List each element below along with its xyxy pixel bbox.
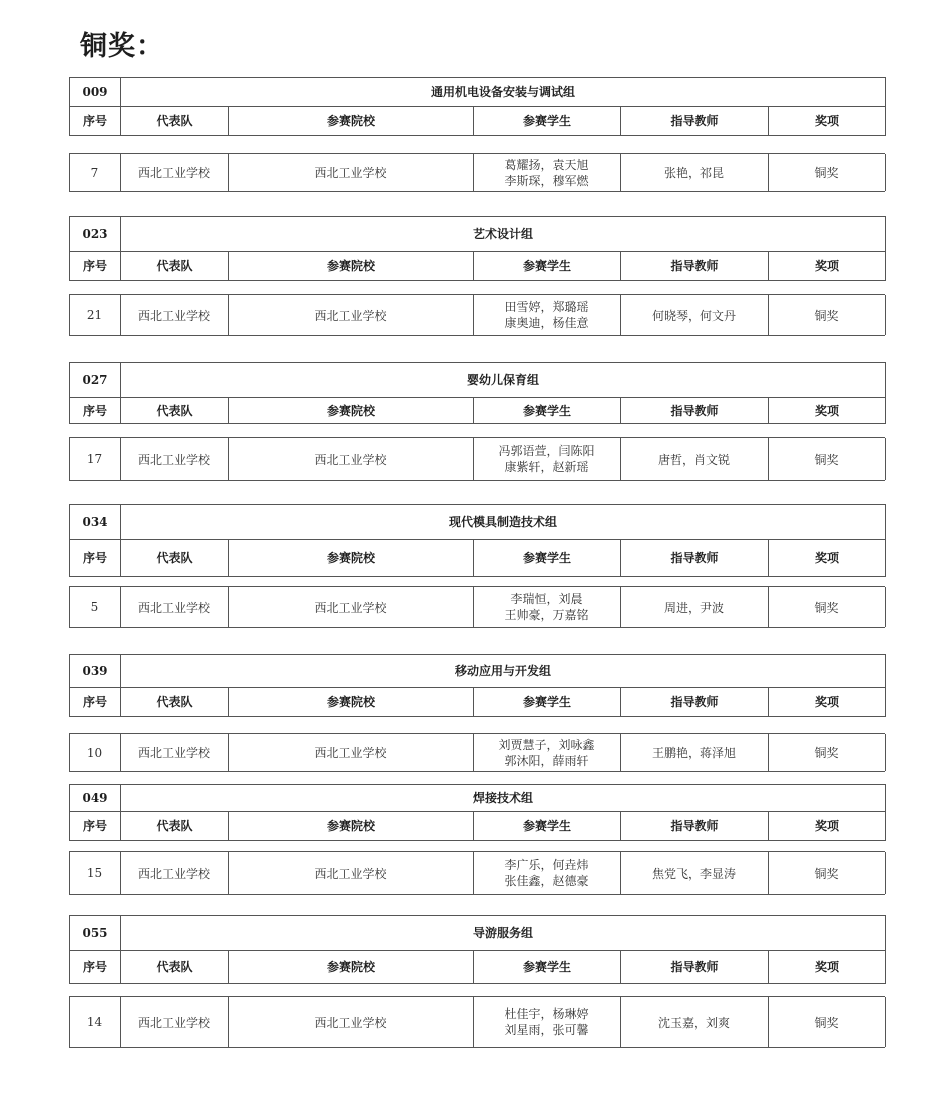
group-header-table xyxy=(69,216,886,281)
column-divider xyxy=(620,734,621,771)
teacher-names: 张艳，祁昆 xyxy=(663,166,724,180)
student-line: 田雪婷，郑璐瑶 xyxy=(504,300,589,314)
header-award: 奖项 xyxy=(769,398,886,424)
header-number: 序号 xyxy=(70,107,121,136)
column-divider xyxy=(228,154,229,191)
row-number: 5 xyxy=(90,600,99,614)
column-divider xyxy=(885,438,886,480)
column-divider xyxy=(69,438,70,480)
student-line: 郭沐阳，薛雨轩 xyxy=(504,753,589,768)
column-divider xyxy=(228,587,229,627)
column-divider xyxy=(69,295,70,335)
student-names xyxy=(473,438,620,480)
column-divider xyxy=(120,587,121,627)
award-group-block xyxy=(69,504,885,626)
team-name: 西北工业学校 xyxy=(137,1015,210,1030)
student-line: 杜佳宇，杨琳婷 xyxy=(504,1007,589,1021)
header-school: 参赛院校 xyxy=(229,540,474,577)
award-level: 铜奖 xyxy=(814,308,839,323)
student-names xyxy=(473,587,620,627)
header-school: 参赛院校 xyxy=(229,107,474,136)
award-level: 铜奖 xyxy=(814,600,839,615)
group-name: 导游服务组 xyxy=(121,916,886,951)
header-students: 参赛学生 xyxy=(474,951,621,984)
group-code: 023 xyxy=(70,217,121,252)
header-students: 参赛学生 xyxy=(474,540,621,577)
group-header-table xyxy=(69,362,886,424)
column-divider xyxy=(620,154,621,191)
award-level: 铜奖 xyxy=(814,746,839,760)
column-divider xyxy=(228,295,229,335)
group-name: 移动应用与开发组 xyxy=(121,655,886,688)
team-name: 西北工业学校 xyxy=(137,452,210,467)
team-name: 西北工业学校 xyxy=(137,308,210,323)
teacher-names: 何晓琴，何文丹 xyxy=(651,308,736,323)
group-code: 027 xyxy=(70,363,121,398)
student-names xyxy=(473,997,620,1047)
student-line: 冯郭语萱，闫陈阳 xyxy=(498,444,595,458)
group-header-table xyxy=(69,915,886,984)
column-divider xyxy=(620,295,621,335)
header-team: 代表队 xyxy=(121,688,229,717)
column-divider xyxy=(69,154,70,191)
column-divider xyxy=(473,852,474,894)
table-row xyxy=(69,437,885,481)
group-code: 034 xyxy=(70,505,121,540)
student-names xyxy=(473,852,620,894)
student-line: 康奥迪，杨佳意 xyxy=(504,316,589,330)
school-name: 西北工业学校 xyxy=(314,746,387,760)
column-divider xyxy=(768,587,769,627)
header-team: 代表队 xyxy=(121,107,229,136)
award-group-block xyxy=(69,915,885,1046)
header-students: 参赛学生 xyxy=(474,398,621,424)
column-divider xyxy=(885,734,886,771)
column-divider xyxy=(768,852,769,894)
header-number: 序号 xyxy=(70,688,121,717)
student-line: 康紫轩，赵新瑶 xyxy=(504,460,589,474)
column-divider xyxy=(69,852,70,894)
teacher-names: 王鹏艳，蒋泽旭 xyxy=(651,746,736,760)
teacher-names: 沈玉嘉，刘爽 xyxy=(657,1015,730,1030)
column-divider xyxy=(120,295,121,335)
header-number: 序号 xyxy=(70,540,121,577)
group-header-table xyxy=(69,784,886,841)
student-line: 刘贾慧子，刘咏鑫 xyxy=(498,737,595,752)
table-row xyxy=(69,996,885,1048)
column-divider xyxy=(69,997,70,1047)
team-name: 西北工业学校 xyxy=(137,746,210,760)
column-divider xyxy=(768,154,769,191)
team-name: 西北工业学校 xyxy=(137,866,210,881)
award-group-block xyxy=(69,784,885,893)
school-name: 西北工业学校 xyxy=(314,1015,387,1030)
group-name: 通用机电设备安装与调试组 xyxy=(121,78,886,107)
header-award: 奖项 xyxy=(769,540,886,577)
student-names xyxy=(473,734,620,771)
student-line: 刘星雨，张可馨 xyxy=(504,1023,589,1037)
column-divider xyxy=(620,852,621,894)
header-teachers: 指导教师 xyxy=(621,252,769,281)
header-school: 参赛院校 xyxy=(229,951,474,984)
column-divider xyxy=(120,997,121,1047)
column-divider xyxy=(473,734,474,771)
column-divider xyxy=(620,438,621,480)
row-number: 15 xyxy=(86,866,103,880)
award-level: 铜奖 xyxy=(814,1015,839,1030)
row-number: 14 xyxy=(86,1015,103,1029)
group-code: 049 xyxy=(70,785,121,812)
column-divider xyxy=(228,852,229,894)
header-school: 参赛院校 xyxy=(229,688,474,717)
column-divider xyxy=(120,852,121,894)
table-row xyxy=(69,733,885,772)
column-divider xyxy=(768,295,769,335)
column-divider xyxy=(768,734,769,771)
group-code: 009 xyxy=(70,78,121,107)
award-group-block xyxy=(69,362,885,479)
header-students: 参赛学生 xyxy=(474,107,621,136)
column-divider xyxy=(69,734,70,771)
student-line: 王帅豪，万嘉铭 xyxy=(504,608,589,622)
table-row xyxy=(69,294,885,336)
header-award: 奖项 xyxy=(769,951,886,984)
school-name: 西北工业学校 xyxy=(314,308,387,323)
table-row xyxy=(69,586,885,628)
column-divider xyxy=(885,587,886,627)
column-divider xyxy=(885,997,886,1047)
column-divider xyxy=(620,997,621,1047)
award-group-block xyxy=(69,654,885,770)
header-school: 参赛院校 xyxy=(229,252,474,281)
column-divider xyxy=(885,852,886,894)
header-students: 参赛学生 xyxy=(474,252,621,281)
student-line: 李广乐，何垚炜 xyxy=(504,858,589,872)
column-divider xyxy=(228,997,229,1047)
student-line: 葛耀扬，袁天旭 xyxy=(504,157,589,172)
header-teachers: 指导教师 xyxy=(621,688,769,717)
table-row xyxy=(69,153,885,192)
award-level: 铜奖 xyxy=(814,166,839,180)
row-number: 17 xyxy=(86,452,103,466)
header-team: 代表队 xyxy=(121,540,229,577)
teacher-names: 焦党飞，李显涛 xyxy=(651,866,736,881)
group-header-table xyxy=(69,77,886,136)
column-divider xyxy=(473,154,474,191)
group-name: 现代模具制造技术组 xyxy=(121,505,886,540)
group-header-table xyxy=(69,504,886,577)
column-divider xyxy=(473,997,474,1047)
student-names xyxy=(473,154,620,191)
group-name: 焊接技术组 xyxy=(121,785,886,812)
award-group-block xyxy=(69,216,885,334)
column-divider xyxy=(120,438,121,480)
student-line: 李瑞恒，刘晨 xyxy=(510,592,583,606)
header-teachers: 指导教师 xyxy=(621,107,769,136)
teacher-names: 唐哲，肖文锐 xyxy=(657,452,730,467)
header-number: 序号 xyxy=(70,252,121,281)
header-number: 序号 xyxy=(70,812,121,841)
group-code: 039 xyxy=(70,655,121,688)
table-row xyxy=(69,851,885,895)
header-teachers: 指导教师 xyxy=(621,812,769,841)
student-line: 张佳鑫，赵德豪 xyxy=(504,874,589,888)
award-level: 铜奖 xyxy=(814,866,839,881)
column-divider xyxy=(885,154,886,191)
group-header-table xyxy=(69,654,886,717)
header-teachers: 指导教师 xyxy=(621,540,769,577)
column-divider xyxy=(620,587,621,627)
school-name: 西北工业学校 xyxy=(314,866,387,881)
header-teachers: 指导教师 xyxy=(621,398,769,424)
group-name: 婴幼儿保育组 xyxy=(121,363,886,398)
header-team: 代表队 xyxy=(121,398,229,424)
team-name: 西北工业学校 xyxy=(137,166,210,180)
row-number: 21 xyxy=(86,308,103,322)
teacher-names: 周进，尹波 xyxy=(663,600,724,615)
column-divider xyxy=(69,587,70,627)
header-award: 奖项 xyxy=(769,688,886,717)
header-team: 代表队 xyxy=(121,252,229,281)
header-teachers: 指导教师 xyxy=(621,951,769,984)
header-number: 序号 xyxy=(70,951,121,984)
student-line: 李斯琛，穆军燃 xyxy=(504,173,589,188)
header-school: 参赛院校 xyxy=(229,398,474,424)
column-divider xyxy=(473,587,474,627)
header-students: 参赛学生 xyxy=(474,812,621,841)
row-number: 7 xyxy=(90,165,99,180)
column-divider xyxy=(885,295,886,335)
column-divider xyxy=(473,438,474,480)
student-names xyxy=(473,295,620,335)
header-award: 奖项 xyxy=(769,812,886,841)
award-group-block xyxy=(69,77,885,190)
column-divider xyxy=(473,295,474,335)
header-team: 代表队 xyxy=(121,812,229,841)
group-name: 艺术设计组 xyxy=(121,217,886,252)
column-divider xyxy=(228,438,229,480)
school-name: 西北工业学校 xyxy=(314,600,387,615)
header-award: 奖项 xyxy=(769,252,886,281)
school-name: 西北工业学校 xyxy=(314,166,387,180)
team-name: 西北工业学校 xyxy=(137,600,210,615)
column-divider xyxy=(768,438,769,480)
page-title: 铜奖： xyxy=(80,31,164,62)
group-code: 055 xyxy=(70,916,121,951)
header-team: 代表队 xyxy=(121,951,229,984)
award-level: 铜奖 xyxy=(814,452,839,467)
header-number: 序号 xyxy=(70,398,121,424)
column-divider xyxy=(228,734,229,771)
school-name: 西北工业学校 xyxy=(314,452,387,467)
column-divider xyxy=(768,997,769,1047)
column-divider xyxy=(120,734,121,771)
header-award: 奖项 xyxy=(769,107,886,136)
column-divider xyxy=(120,154,121,191)
header-students: 参赛学生 xyxy=(474,688,621,717)
header-school: 参赛院校 xyxy=(229,812,474,841)
row-number: 10 xyxy=(86,745,103,760)
